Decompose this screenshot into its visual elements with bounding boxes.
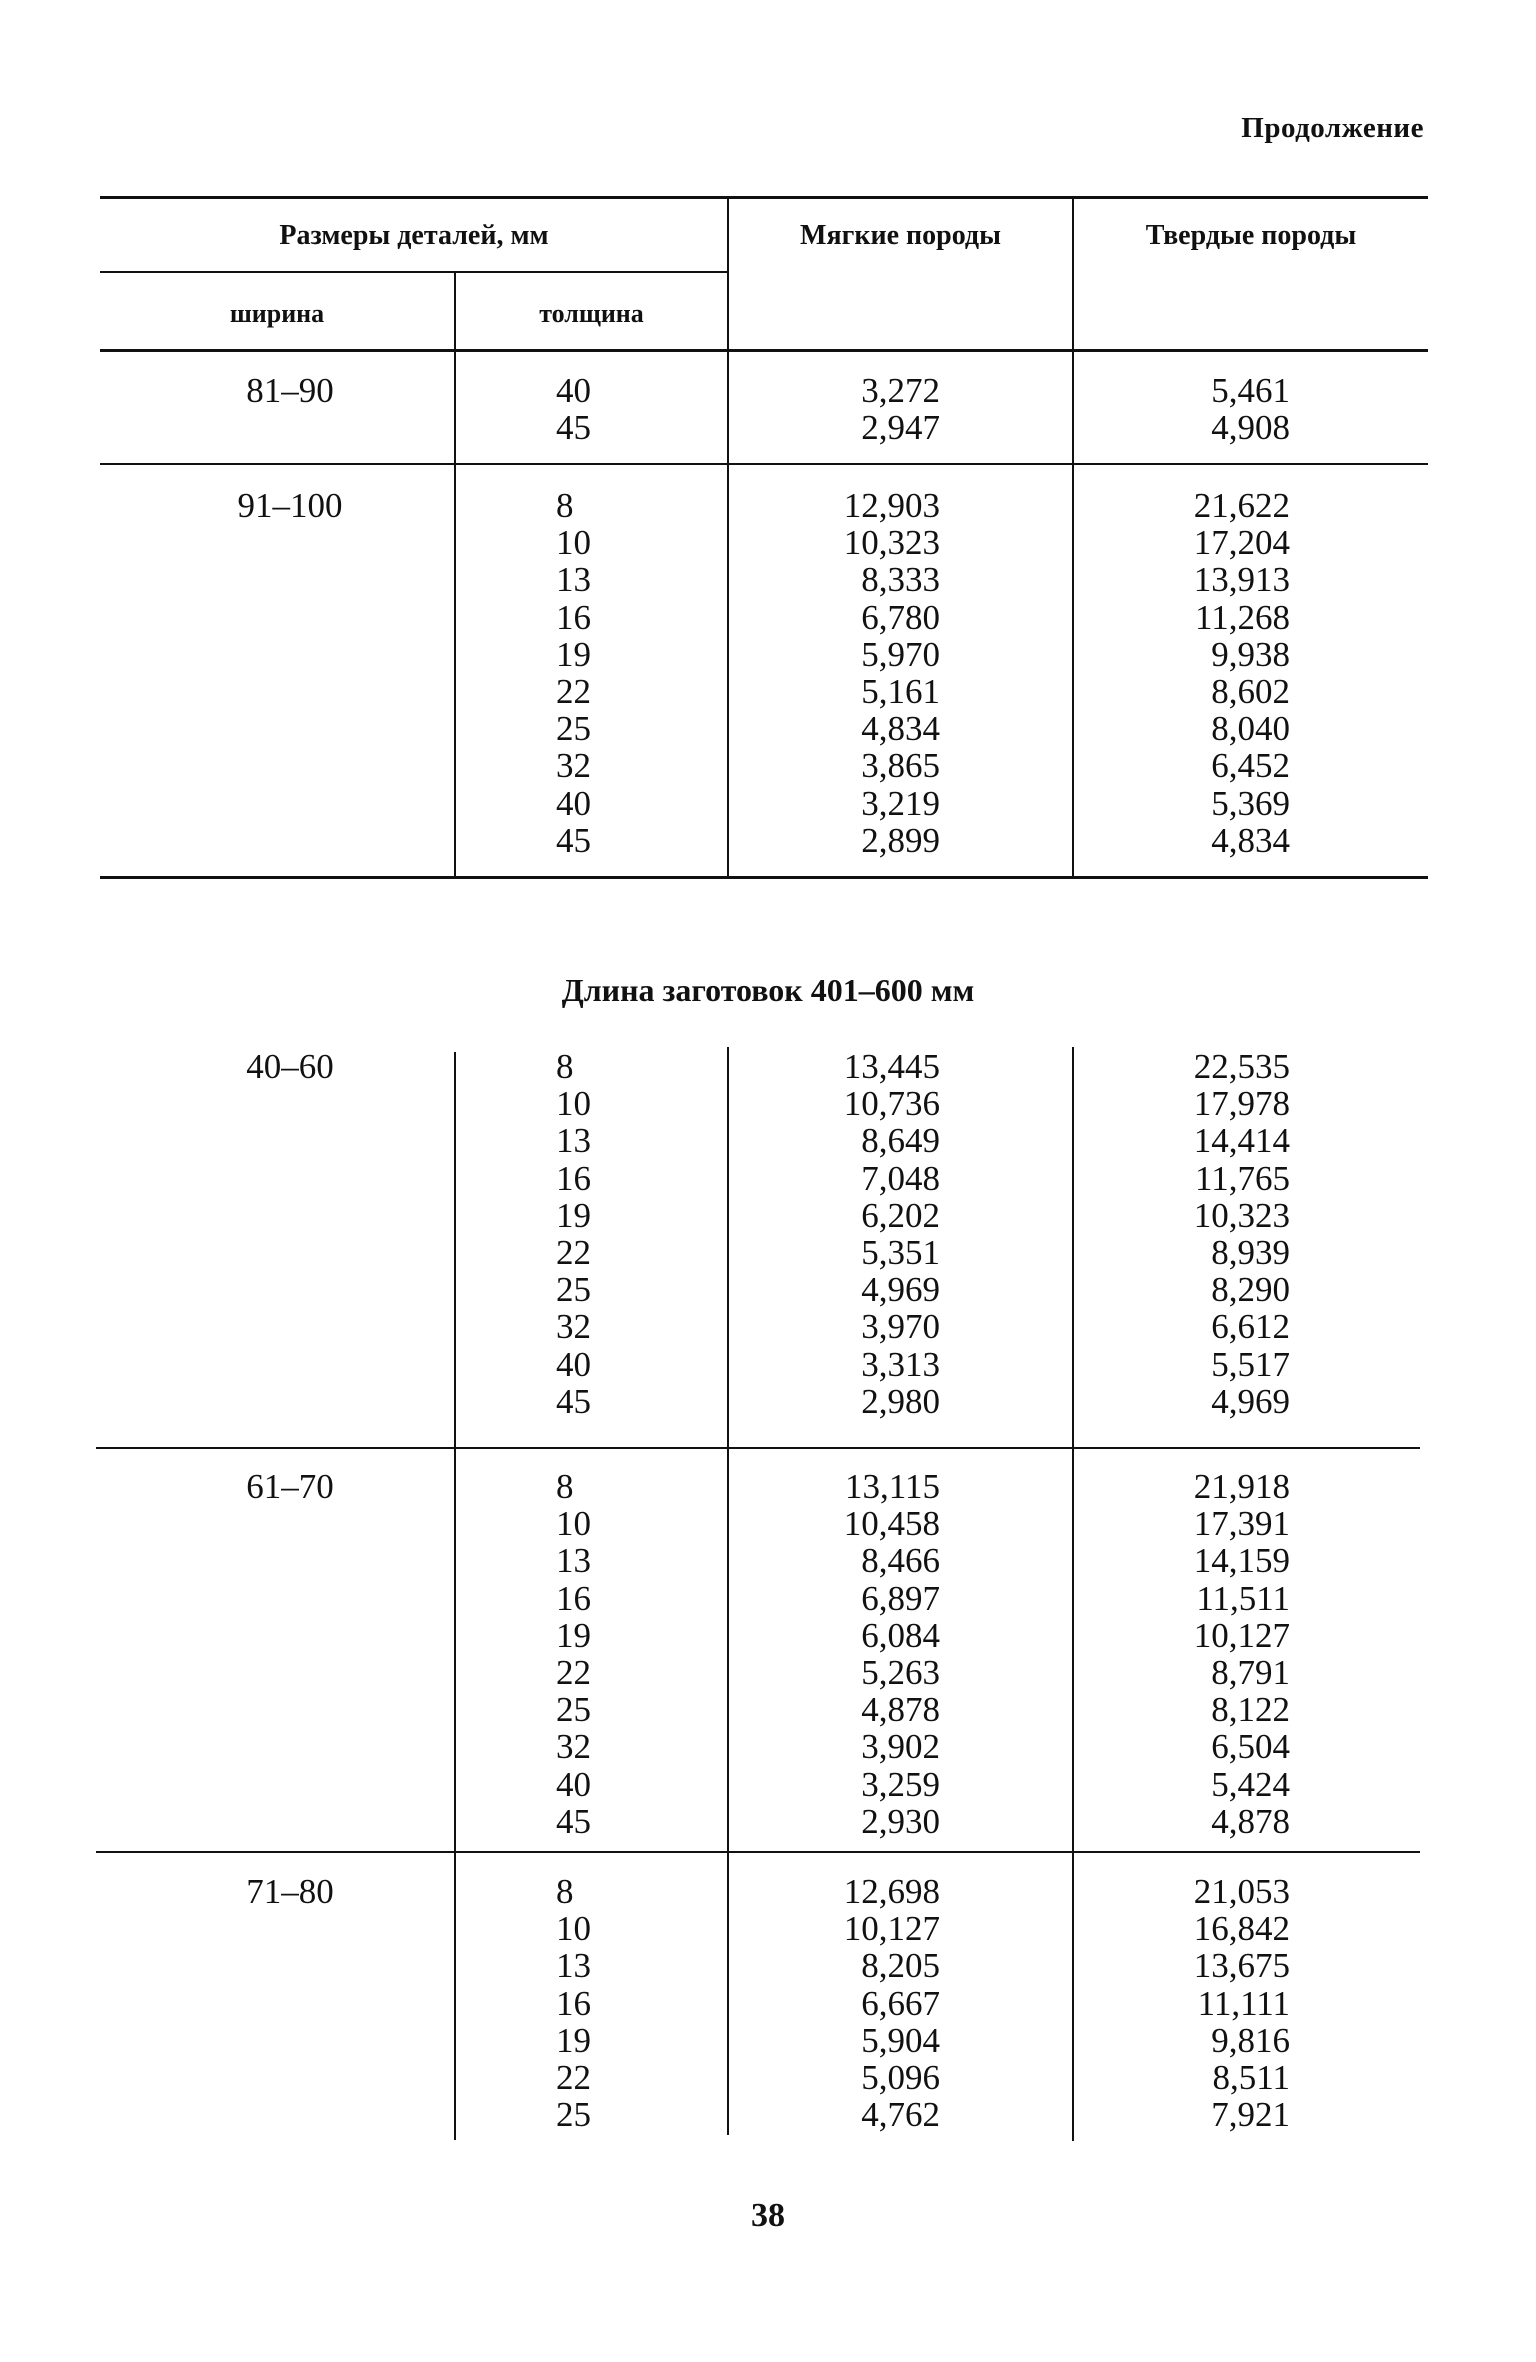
thickness-value: 45	[556, 820, 591, 860]
soft-value: 5,970	[861, 634, 940, 674]
hard-value: 8,122	[1211, 1690, 1290, 1730]
soft-value: 8,205	[861, 1946, 940, 1986]
thickness-value: 40	[556, 371, 591, 410]
table1-group-rule	[100, 463, 1428, 465]
group-width: 71–80	[246, 1872, 334, 1911]
thickness-column	[556, 1048, 626, 1420]
thickness-value: 10	[556, 1504, 591, 1544]
thickness-value: 22	[556, 1233, 591, 1273]
thickness-value: 45	[556, 408, 591, 448]
hard-value: 5,461	[1211, 371, 1290, 410]
hard-value: 4,908	[1211, 408, 1290, 448]
table1-col-divider-1	[454, 273, 456, 876]
thickness-value: 8	[556, 1047, 574, 1086]
hard-value: 8,791	[1211, 1653, 1290, 1693]
hard-value: 8,939	[1211, 1233, 1290, 1273]
thickness-value: 8	[556, 1467, 574, 1506]
thickness-column	[556, 487, 626, 859]
hard-value: 21,053	[1193, 1872, 1290, 1911]
hard-value: 8,040	[1211, 709, 1290, 749]
hard-value: 6,504	[1211, 1727, 1290, 1767]
soft-value: 4,878	[861, 1690, 940, 1730]
hard-value: 22,535	[1193, 1047, 1290, 1086]
thickness-value: 16	[556, 1983, 591, 2023]
hard-value: 8,290	[1211, 1270, 1290, 1310]
hard-column	[1100, 1468, 1290, 1840]
soft-value: 10,736	[843, 1084, 940, 1124]
header-width: ширина	[229, 299, 325, 328]
soft-value: 3,970	[861, 1307, 940, 1347]
soft-value: 6,202	[861, 1195, 940, 1235]
hard-value: 5,517	[1211, 1344, 1290, 1384]
hard-value: 13,913	[1193, 560, 1290, 600]
hard-value: 10,323	[1193, 1195, 1290, 1235]
soft-value: 7,048	[861, 1158, 940, 1198]
soft-value: 5,351	[861, 1233, 940, 1273]
hard-value: 8,511	[1212, 2058, 1290, 2098]
hard-value: 5,369	[1211, 783, 1290, 823]
hard-value: 14,414	[1193, 1121, 1290, 1161]
thickness-value: 22	[556, 672, 591, 712]
soft-value: 8,333	[861, 560, 940, 600]
thickness-value: 25	[556, 709, 591, 749]
hard-column	[1100, 372, 1290, 446]
soft-value: 6,897	[861, 1578, 940, 1618]
hard-value: 6,452	[1211, 746, 1290, 786]
hard-value: 4,834	[1211, 820, 1290, 860]
header-thickness: толщина	[539, 299, 644, 328]
hard-value: 16,842	[1193, 1909, 1290, 1949]
hard-value: 17,978	[1193, 1084, 1290, 1124]
soft-value: 8,649	[861, 1121, 940, 1161]
thickness-value: 19	[556, 2020, 591, 2060]
thickness-value: 10	[556, 1909, 591, 1949]
continuation-label: Продолжение	[1241, 112, 1424, 144]
group-width: 81–90	[246, 371, 334, 410]
soft-value: 2,980	[861, 1381, 940, 1421]
soft-value: 10,323	[843, 523, 940, 563]
hard-column	[1100, 487, 1290, 859]
thickness-value: 40	[556, 783, 591, 823]
hard-value: 21,918	[1193, 1467, 1290, 1506]
header-sizes: Размеры деталей, мм	[279, 220, 549, 251]
thickness-column	[556, 1468, 626, 1840]
header-soft: Мягкие породы	[800, 220, 1001, 251]
thickness-value: 13	[556, 1541, 591, 1581]
thickness-value: 19	[556, 1615, 591, 1655]
thickness-value: 45	[556, 1381, 591, 1421]
soft-value: 13,445	[843, 1047, 940, 1086]
soft-value: 6,084	[861, 1615, 940, 1655]
table1-col-divider-2	[727, 196, 729, 876]
thickness-value: 45	[556, 1801, 591, 1841]
hard-value: 9,816	[1211, 2020, 1290, 2060]
group-width: 91–100	[237, 486, 343, 525]
thickness-value: 25	[556, 1270, 591, 1310]
table2-col-divider-1	[454, 1052, 456, 2140]
soft-value: 8,466	[861, 1541, 940, 1581]
soft-value: 2,899	[861, 820, 940, 860]
soft-value: 3,902	[861, 1727, 940, 1767]
soft-value: 10,127	[843, 1909, 940, 1949]
soft-value: 3,272	[861, 371, 940, 410]
section-subtitle: Длина заготовок 401–600 мм	[561, 972, 975, 1008]
soft-value: 6,780	[861, 597, 940, 637]
thickness-value: 16	[556, 1578, 591, 1618]
hard-value: 21,622	[1193, 486, 1290, 525]
hard-value: 8,602	[1211, 672, 1290, 712]
table1-col-divider-3	[1072, 196, 1074, 876]
hard-value: 11,111	[1197, 1983, 1290, 2023]
hard-value: 14,159	[1193, 1541, 1290, 1581]
header-hard: Твердые породы	[1145, 220, 1357, 251]
soft-value: 4,762	[861, 2095, 940, 2135]
soft-value: 2,947	[861, 408, 940, 448]
thickness-value: 40	[556, 1764, 591, 1804]
soft-value: 5,904	[861, 2020, 940, 2060]
thickness-value: 32	[556, 1727, 591, 1767]
table2-group-rule-2	[96, 1851, 1420, 1853]
group-width: 40–60	[246, 1047, 334, 1086]
soft-column	[760, 1468, 940, 1840]
soft-column	[760, 487, 940, 859]
thickness-value: 40	[556, 1344, 591, 1384]
soft-value: 3,219	[861, 783, 940, 823]
thickness-value: 32	[556, 746, 591, 786]
thickness-value: 22	[556, 1653, 591, 1693]
soft-value: 2,930	[861, 1801, 940, 1841]
soft-value: 4,969	[861, 1270, 940, 1310]
header-bottom-rule	[100, 349, 1428, 352]
soft-value: 5,263	[861, 1653, 940, 1693]
hard-value: 11,511	[1196, 1578, 1290, 1618]
table1-bottom-rule	[100, 876, 1428, 879]
hard-value: 7,921	[1211, 2095, 1290, 2135]
page-number: 38	[751, 2197, 785, 2234]
hard-value: 17,391	[1193, 1504, 1290, 1544]
hard-value: 17,204	[1193, 523, 1290, 563]
thickness-value: 16	[556, 597, 591, 637]
thickness-value: 13	[556, 1121, 591, 1161]
header-mid-rule	[100, 271, 728, 273]
soft-value: 3,259	[861, 1764, 940, 1804]
thickness-column	[556, 1873, 626, 2133]
soft-value: 3,865	[861, 746, 940, 786]
hard-column	[1100, 1048, 1290, 1420]
soft-value: 4,834	[861, 709, 940, 749]
soft-value: 12,698	[843, 1872, 940, 1911]
hard-value: 6,612	[1211, 1307, 1290, 1347]
group-width: 61–70	[246, 1467, 334, 1506]
soft-column	[760, 372, 940, 446]
soft-value: 5,096	[861, 2058, 940, 2098]
table2-group-rule-1	[96, 1447, 1420, 1449]
hard-value: 11,268	[1195, 597, 1290, 637]
thickness-column	[556, 372, 626, 446]
thickness-value: 16	[556, 1158, 591, 1198]
thickness-value: 25	[556, 2095, 591, 2135]
soft-column	[760, 1048, 940, 1420]
soft-value: 12,903	[843, 486, 940, 525]
thickness-value: 19	[556, 634, 591, 674]
thickness-value: 13	[556, 1946, 591, 1986]
hard-value: 4,878	[1211, 1801, 1290, 1841]
soft-value: 10,458	[843, 1504, 940, 1544]
soft-value: 5,161	[861, 672, 940, 712]
hard-value: 13,675	[1193, 1946, 1290, 1986]
table2-col-divider-2	[727, 1047, 729, 2135]
thickness-value: 8	[556, 1872, 574, 1911]
soft-value: 13,115	[845, 1467, 940, 1506]
hard-value: 5,424	[1211, 1764, 1290, 1804]
hard-value: 4,969	[1211, 1381, 1290, 1421]
thickness-value: 10	[556, 1084, 591, 1124]
thickness-value: 10	[556, 523, 591, 563]
table1-top-rule	[100, 196, 1428, 199]
hard-value: 10,127	[1193, 1615, 1290, 1655]
hard-value: 9,938	[1211, 634, 1290, 674]
hard-column	[1100, 1873, 1290, 2133]
soft-value: 3,313	[861, 1344, 940, 1384]
table2-col-divider-3	[1072, 1047, 1074, 2141]
thickness-value: 32	[556, 1307, 591, 1347]
thickness-value: 19	[556, 1195, 591, 1235]
thickness-value: 13	[556, 560, 591, 600]
hard-value: 11,765	[1195, 1158, 1290, 1198]
soft-column	[760, 1873, 940, 2133]
thickness-value: 8	[556, 486, 574, 525]
thickness-value: 25	[556, 1690, 591, 1730]
soft-value: 6,667	[861, 1983, 940, 2023]
thickness-value: 22	[556, 2058, 591, 2098]
